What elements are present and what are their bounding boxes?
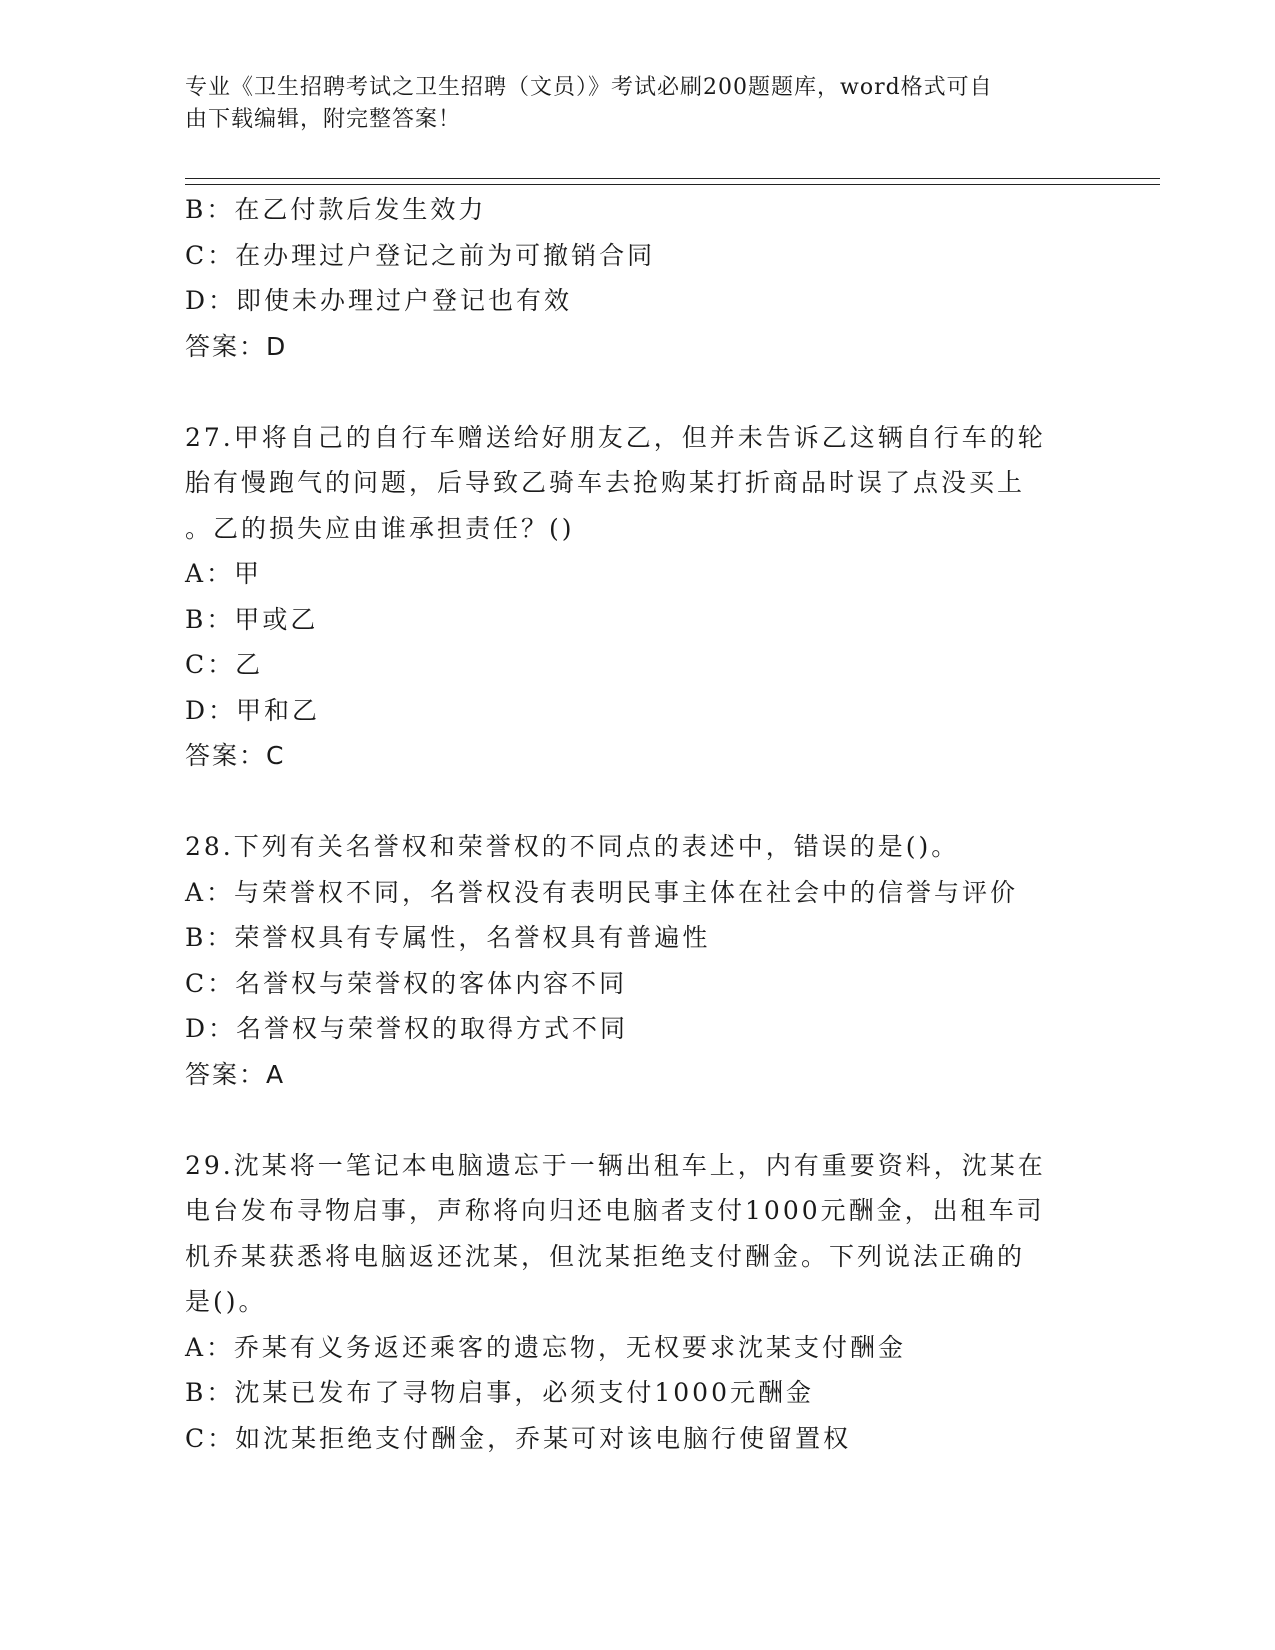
- question-stem-line: 电台发布寻物启事，声称将向归还电脑者支付1000元酬金，出租车司: [185, 1196, 1045, 1225]
- spacer: [185, 1097, 1085, 1143]
- question-stem-line: 机乔某获悉将电脑返还沈某，但沈某拒绝支付酬金。下列说法正确的: [185, 1241, 1026, 1271]
- question-stem-line: 是()。: [185, 1287, 267, 1316]
- question-stem-line: 27.甲将自己的自行车赠送给好朋友乙，但并未告诉乙这辆自行车的轮: [185, 422, 1046, 452]
- question-26-continued: [185, 187, 1085, 369]
- question-stem-line: 胎有慢跑气的问题，后导致乙骑车去抢购某打折商品时误了点没买上: [185, 468, 1026, 497]
- question-28: [185, 824, 1085, 1097]
- option-a: A：乔某有义务返还乘客的遗忘物，无权要求沈某支付酬金: [185, 1332, 907, 1362]
- option-c: C：在办理过户登记之前为可撤销合同: [185, 240, 656, 270]
- question-stem-line: 28.下列有关名誉权和荣誉权的不同点的表述中，错误的是()。: [185, 832, 960, 861]
- option-d: D：名誉权与荣誉权的取得方式不同: [185, 1014, 629, 1043]
- option-c: C：如沈某拒绝支付酬金，乔某可对该电脑行使留置权: [185, 1423, 852, 1453]
- question-27: [185, 415, 1085, 779]
- option-b: B：在乙付款后发生效力: [185, 195, 487, 224]
- question-content: [185, 187, 1085, 1461]
- option-b: B：荣誉权具有专属性，名誉权具有普遍性: [185, 923, 711, 952]
- spacer: [185, 779, 1085, 825]
- option-d: D：即使未办理过户登记也有效: [185, 286, 573, 315]
- option-b: B：甲或乙: [185, 604, 319, 634]
- answer-line: 答案：A: [185, 1059, 286, 1089]
- option-b: B：沈某已发布了寻物启事，必须支付1000元酬金: [185, 1378, 814, 1407]
- answer-line: 答案：C: [185, 741, 286, 770]
- answer-line: 答案：D: [185, 331, 288, 361]
- option-c: C：乙: [185, 650, 264, 679]
- header-divider-bottom: [185, 184, 1160, 185]
- option-a: A：与荣誉权不同，名誉权没有表明民事主体在社会中的信誉与评价: [185, 877, 1019, 907]
- option-d: D：甲和乙: [185, 695, 321, 725]
- option-c: C：名誉权与荣誉权的客体内容不同: [185, 968, 628, 998]
- spacer: [185, 369, 1085, 415]
- question-stem-line: 。乙的损失应由谁承担责任？(): [185, 513, 575, 543]
- page-header: [185, 72, 1065, 136]
- header-line-2: 由下载编辑，附完整答案！: [185, 107, 462, 132]
- question-29: [185, 1143, 1085, 1462]
- question-stem-line: 29.沈某将一笔记本电脑遗忘于一辆出租车上，内有重要资料，沈某在: [185, 1150, 1046, 1180]
- header-divider-top: [185, 178, 1160, 179]
- header-line-1: 专业《卫生招聘考试之卫生招聘（文员）》考试必刷200题题库，word格式可自: [185, 75, 993, 100]
- option-a: A：甲: [185, 559, 263, 588]
